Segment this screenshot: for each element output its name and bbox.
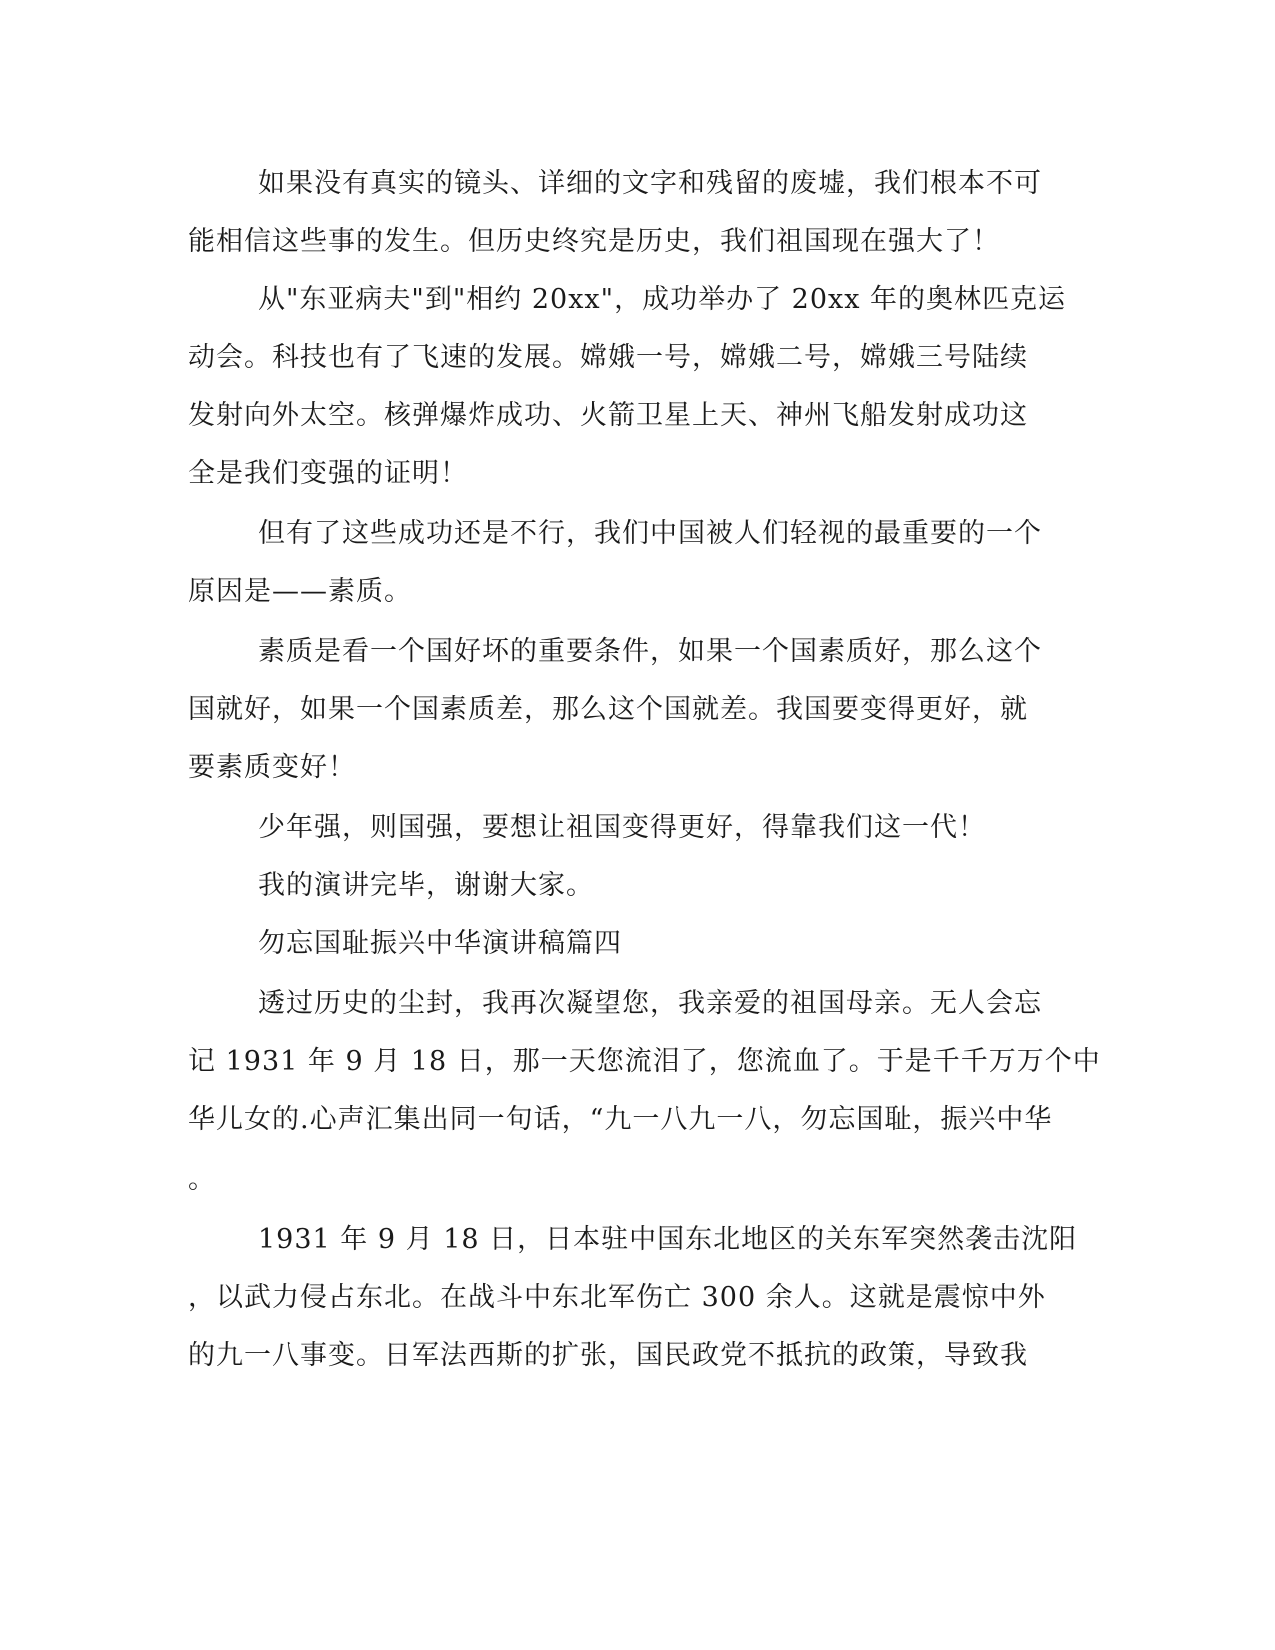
text-line-3: 从"东亚病夫"到"相约 20xx"，成功举办了 20xx 年的奥林匹克运	[258, 284, 1067, 315]
text-line-21: 的九一八事变。日军法西斯的扩张，国民政党不抵抗的政策，导致我	[188, 1340, 1028, 1371]
text-line-17: 华儿女的.心声汇集出同一句话，“九一八九一八，勿忘国耻，振兴中华	[188, 1104, 1053, 1135]
text-line-18: 。	[188, 1164, 216, 1195]
text-line-20: ，以武力侵占东北。在战斗中东北军伤亡 300 余人。这就是震惊中外	[188, 1282, 1046, 1313]
text-line-2: 能相信这些事的发生。但历史终究是历史，我们祖国现在强大了！	[188, 226, 1000, 257]
text-line-15: 透过历史的尘封，我再次凝望您，我亲爱的祖国母亲。无人会忘	[258, 988, 1042, 1019]
text-line-8: 原因是——素质。	[188, 576, 412, 607]
text-line-16: 记 1931 年 9 月 18 日，那一天您流泪了，您流血了。于是千千万万个中	[188, 1046, 1101, 1077]
text-line-4: 动会。科技也有了飞速的发展。嫦娥一号，嫦娥二号，嫦娥三号陆续	[188, 342, 1028, 373]
text-line-1: 如果没有真实的镜头、详细的文字和残留的废墟，我们根本不可	[258, 168, 1042, 199]
text-line-11: 要素质变好！	[188, 752, 356, 783]
text-line-5: 发射向外太空。核弹爆炸成功、火箭卫星上天、神州飞船发射成功这	[188, 400, 1028, 431]
text-line-9: 素质是看一个国好坏的重要条件，如果一个国素质好，那么这个	[258, 636, 1042, 667]
text-line-12: 少年强，则国强，要想让祖国变得更好，得靠我们这一代！	[258, 812, 986, 843]
text-line-13: 我的演讲完毕，谢谢大家。	[258, 870, 594, 901]
section-heading: 勿忘国耻振兴中华演讲稿篇四	[258, 928, 622, 959]
text-line-19: 1931 年 9 月 18 日，日本驻中国东北地区的关东军突然袭击沈阳	[258, 1224, 1078, 1255]
text-line-10: 国就好，如果一个国素质差，那么这个国就差。我国要变得更好，就	[188, 694, 1028, 725]
text-line-7: 但有了这些成功还是不行，我们中国被人们轻视的最重要的一个	[258, 518, 1042, 549]
text-line-6: 全是我们变强的证明！	[188, 458, 468, 489]
